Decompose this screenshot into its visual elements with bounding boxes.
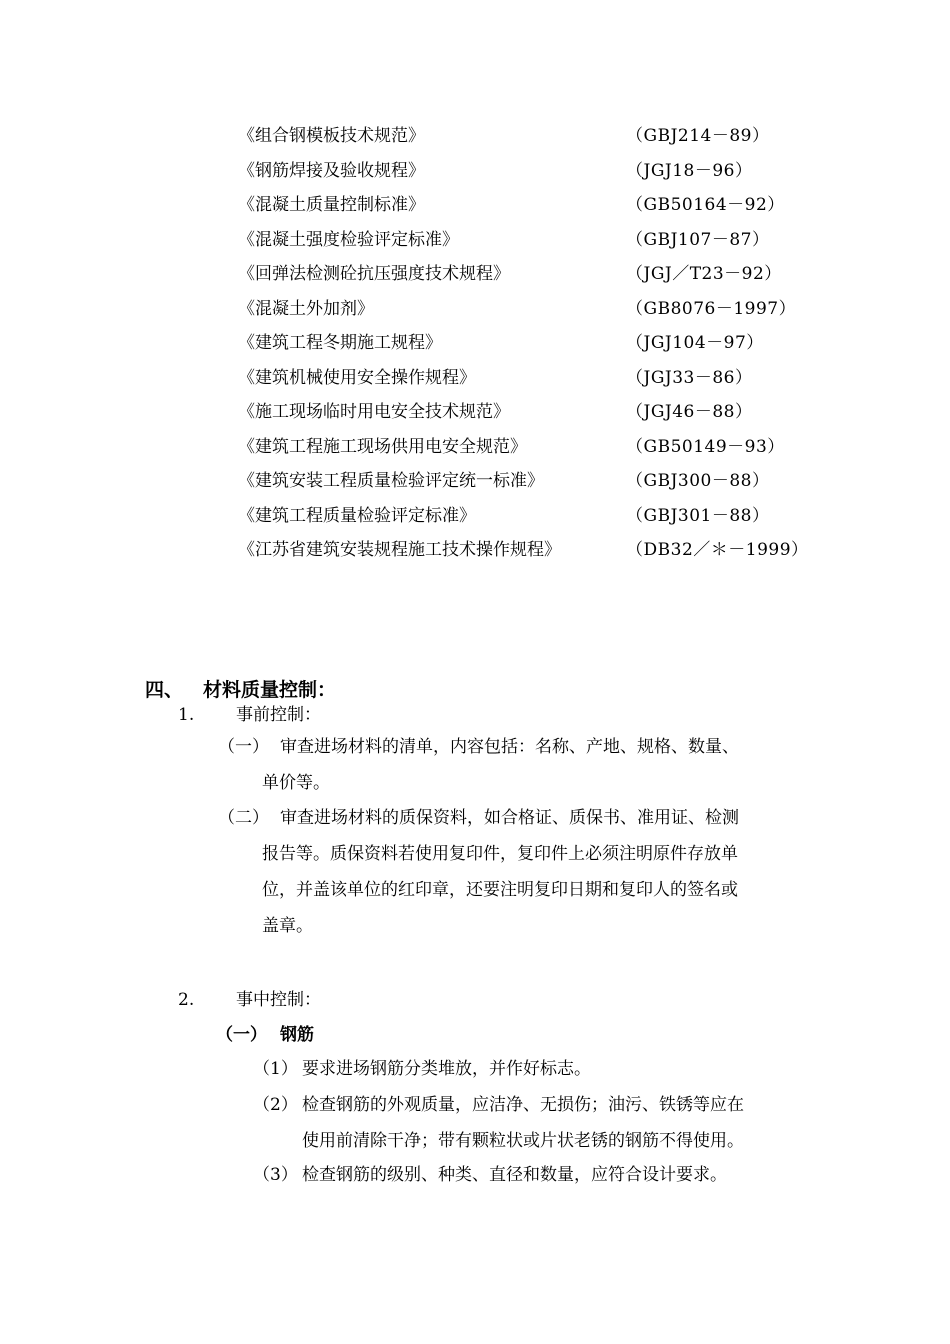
standard-row	[238, 190, 838, 220]
paragraph-line: 审查进场材料的质保资料，如合格证、质保书、准用证、检测	[280, 808, 739, 828]
standard-row	[238, 121, 838, 151]
standard-title: 《建筑机械使用安全操作规程》	[238, 368, 476, 388]
paragraph-line: 检查钢筋的外观质量，应洁净、无损伤；油污、铁锈等应在	[302, 1095, 744, 1115]
item-number: 2.	[178, 990, 195, 1010]
list-paragraph	[302, 1157, 727, 1193]
standard-row	[238, 466, 838, 496]
paragraph-line: 审查进场材料的清单，内容包括：名称、产地、规格、数量、	[280, 737, 739, 757]
standard-code: （JGJ104－97）	[626, 333, 764, 353]
item-number: 1.	[178, 705, 195, 725]
list-marker: （1）	[253, 1059, 298, 1079]
standard-row	[238, 535, 838, 565]
standard-row	[238, 363, 838, 393]
paragraph-line: 盖章。	[262, 916, 313, 936]
standard-row	[238, 259, 838, 289]
standard-code: （GBJ214－89）	[626, 126, 770, 146]
list-marker: （3）	[253, 1165, 298, 1185]
item-title: 事中控制：	[236, 990, 321, 1010]
standard-code: （JGJ46－88）	[626, 402, 753, 422]
subsection-title: 钢筋	[280, 1025, 314, 1045]
standard-code: （GBJ300－88）	[626, 471, 770, 491]
standard-code: （GB8076－1997）	[626, 299, 797, 319]
standard-code: （GBJ301－88）	[626, 506, 770, 526]
standard-title: 《建筑工程冬期施工规程》	[238, 333, 442, 353]
standard-row	[238, 501, 838, 531]
standard-row	[238, 432, 838, 462]
standard-code: （GBJ107－87）	[626, 230, 770, 250]
standard-title: 《回弹法检测砼抗压强度技术规程》	[238, 264, 510, 284]
paragraph-line: 检查钢筋的级别、种类、直径和数量，应符合设计要求。	[302, 1165, 727, 1185]
standard-title: 《建筑工程质量检验评定标准》	[238, 506, 476, 526]
paragraph-line: 单价等。	[262, 773, 330, 793]
paragraph-line: 要求进场钢筋分类堆放，并作好标志。	[302, 1059, 591, 1079]
list-paragraph-continuation	[262, 836, 738, 944]
list-paragraph	[302, 1051, 591, 1087]
list-paragraph	[280, 800, 739, 836]
list-marker: （2）	[253, 1095, 298, 1115]
paragraph-line: 报告等。质保资料若使用复印件，复印件上必须注明原件存放单	[262, 844, 738, 864]
standard-code: （GB50164－92）	[626, 195, 785, 215]
standard-row	[238, 225, 838, 255]
standard-row	[238, 156, 838, 186]
standard-row	[238, 328, 838, 358]
standard-title: 《混凝土外加剂》	[238, 299, 374, 319]
subsection-marker: （一）	[216, 1025, 267, 1045]
standard-row	[238, 294, 838, 324]
standard-code: （JGJ／T23－92）	[626, 264, 782, 284]
standard-title: 《施工现场临时用电安全技术规范》	[238, 402, 510, 422]
list-paragraph-continuation	[262, 765, 330, 801]
standard-title: 《钢筋焊接及验收规程》	[238, 161, 425, 181]
list-paragraph	[302, 1087, 744, 1159]
paragraph-line: 使用前清除干净；带有颗粒状或片状老锈的钢筋不得使用。	[302, 1131, 744, 1151]
list-marker: （一）	[218, 737, 269, 757]
section-number: 四、	[145, 679, 184, 701]
item-title: 事前控制：	[236, 705, 321, 725]
standard-row	[238, 397, 838, 427]
standard-code: （JGJ18－96）	[626, 161, 753, 181]
list-marker: （二）	[218, 808, 269, 828]
standard-title: 《混凝土质量控制标准》	[238, 195, 425, 215]
standard-code: （GB50149－93）	[626, 437, 785, 457]
standard-title: 《江苏省建筑安装规程施工技术操作规程》	[238, 540, 561, 560]
list-paragraph	[280, 729, 739, 765]
standard-title: 《混凝土强度检验评定标准》	[238, 230, 459, 250]
standard-title: 《建筑安装工程质量检验评定统一标准》	[238, 471, 544, 491]
standard-code: （JGJ33－86）	[626, 368, 753, 388]
standard-code: （DB32／＊－1999）	[626, 540, 809, 560]
standard-title: 《建筑工程施工现场供用电安全规范》	[238, 437, 527, 457]
section-title: 材料质量控制：	[203, 679, 337, 701]
paragraph-line: 位，并盖该单位的红印章，还要注明复印日期和复印人的签名或	[262, 880, 738, 900]
standard-title: 《组合钢模板技术规范》	[238, 126, 425, 146]
